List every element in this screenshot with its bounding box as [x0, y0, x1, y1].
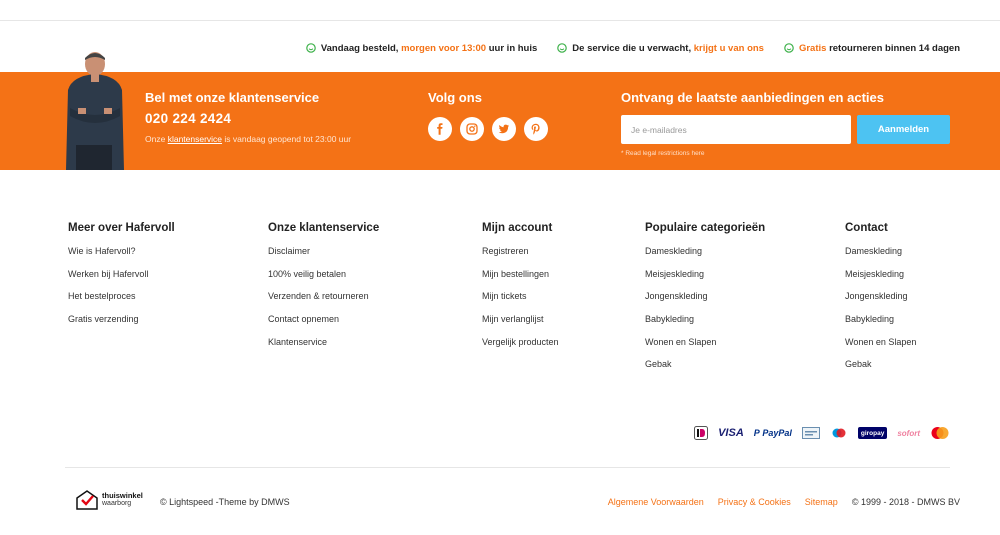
footer-link[interactable]: Gebak [645, 359, 672, 370]
newsletter-subscribe-button[interactable]: Aanmelden [857, 115, 950, 144]
badge-line1: thuiswinkel [102, 491, 143, 500]
sitemap-link[interactable]: Sitemap [804, 497, 838, 507]
footer-link[interactable]: Contact opnemen [268, 314, 340, 325]
footer-link[interactable]: Babykleding [845, 314, 895, 325]
footer-link[interactable]: Mijn tickets [482, 291, 527, 302]
payment-methods [694, 426, 950, 440]
social-title: Volg ons [428, 90, 482, 105]
privacy-link[interactable]: Privacy & Cookies [717, 497, 791, 507]
terms-link[interactable]: Algemene Voorwaarden [607, 497, 704, 507]
footer-link[interactable]: Klantenservice [268, 336, 328, 347]
instagram-icon[interactable] [460, 117, 484, 141]
footer-link[interactable]: Meisjeskleding [845, 268, 905, 279]
usp-text: uur in huis [488, 42, 538, 54]
footer-link[interactable]: Wonen en Slapen [645, 336, 717, 347]
ideal-icon [694, 426, 708, 440]
footer-link[interactable]: Gebak [845, 359, 872, 370]
footer-link[interactable]: Werken bij Hafervoll [68, 268, 149, 279]
footer-link[interactable]: Wie is Hafervoll? [68, 246, 136, 256]
company-copyright: © 1999 - 2018 - DMWS BV [851, 497, 960, 507]
legal-links [608, 497, 960, 507]
usp-highlight: morgen voor 13:00 [401, 42, 487, 54]
footer-link[interactable]: Verzenden & retourneren [268, 291, 369, 302]
twitter-icon[interactable] [492, 117, 516, 141]
footer-link[interactable]: Dameskleding [845, 246, 903, 256]
service-title: Bel met onze klantenservice [145, 90, 320, 105]
usp-highlight: Gratis [798, 42, 827, 54]
footer-link[interactable]: Vergelijk producten [482, 336, 559, 347]
footer-link[interactable]: Dameskleding [645, 246, 703, 256]
service-hours-text: is vandaag geopend tot 23:00 uur [224, 134, 352, 144]
footer-column-service [268, 222, 379, 359]
usp-bar [306, 40, 960, 56]
footer-link[interactable]: Disclaimer [268, 246, 311, 256]
service-phone[interactable]: 020 224 2424 [145, 111, 232, 126]
paypal-icon: P PayPal [753, 428, 792, 438]
usp-item [306, 40, 537, 56]
footer-divider [65, 467, 950, 468]
footer-column-title: Onze klantenservice [268, 222, 380, 234]
legal-restrictions-link[interactable]: * Read legal restrictions here [621, 150, 705, 157]
service-hours-text: Onze [145, 134, 166, 144]
usp-text: Vandaag besteld, [320, 42, 399, 54]
banktransfer-icon [802, 426, 820, 440]
footer-link[interactable]: Mijn verlanglijst [482, 314, 544, 325]
footer-link[interactable]: Jongenskleding [845, 291, 908, 302]
usp-text: retourneren binnen 14 dagen [829, 42, 960, 54]
usp-highlight: krijgt u van ons [693, 42, 764, 54]
social-block [428, 90, 548, 141]
maestro-icon [830, 426, 848, 440]
footer-link[interactable]: Jongenskleding [645, 291, 708, 302]
newsletter-title: Ontvang de laatste aanbiedingen en acties [621, 90, 884, 105]
footer-column-account [482, 222, 559, 359]
smile-icon [557, 43, 567, 53]
customer-service-person-image [58, 50, 128, 170]
giropay-icon: giropay [858, 427, 887, 439]
visa-icon: VISA [718, 427, 744, 439]
footer-column-title: Meer over Hafervoll [68, 222, 175, 234]
service-hours [145, 134, 351, 144]
facebook-icon[interactable] [428, 117, 452, 141]
footer-column-contact [845, 222, 916, 382]
bottom-bar [0, 490, 1000, 514]
footer-column-title: Populaire categorieën [645, 222, 766, 234]
footer-link[interactable]: Het bestelproces [68, 291, 136, 302]
footer-link[interactable]: Babykleding [645, 314, 695, 325]
header-divider [0, 20, 1000, 21]
footer-link[interactable]: Meisjeskleding [645, 268, 705, 279]
newsletter-block [621, 90, 950, 157]
klantenservice-link[interactable]: klantenservice [167, 134, 223, 144]
footer-link[interactable]: 100% veilig betalen [268, 268, 347, 279]
footer-link[interactable]: Wonen en Slapen [845, 336, 917, 347]
footer-link[interactable]: Mijn bestellingen [482, 268, 550, 279]
smile-icon [784, 43, 794, 53]
footer-column-about [68, 222, 175, 337]
footer-column-title: Contact [845, 222, 888, 234]
thuiswinkel-badge[interactable] [76, 490, 143, 510]
usp-text: De service die u verwacht, [572, 42, 692, 54]
sofort-icon: sofort [897, 428, 920, 438]
footer-column-categories [645, 222, 765, 382]
badge-line2: waarborg [102, 500, 132, 507]
mastercard-icon [930, 426, 950, 440]
theme-credit: © Lightspeed -Theme by DMWS [160, 497, 290, 507]
footer-link[interactable]: Gratis verzending [68, 314, 139, 325]
footer-link[interactable]: Registreren [482, 246, 529, 256]
footer-column-title: Mijn account [482, 222, 553, 234]
pinterest-icon[interactable] [524, 117, 548, 141]
customer-service-block [145, 90, 351, 144]
newsletter-email-input[interactable] [621, 115, 851, 144]
usp-item [784, 40, 960, 56]
smile-icon [306, 43, 316, 53]
thuiswinkel-logo-icon [76, 490, 98, 510]
usp-item [557, 40, 764, 56]
